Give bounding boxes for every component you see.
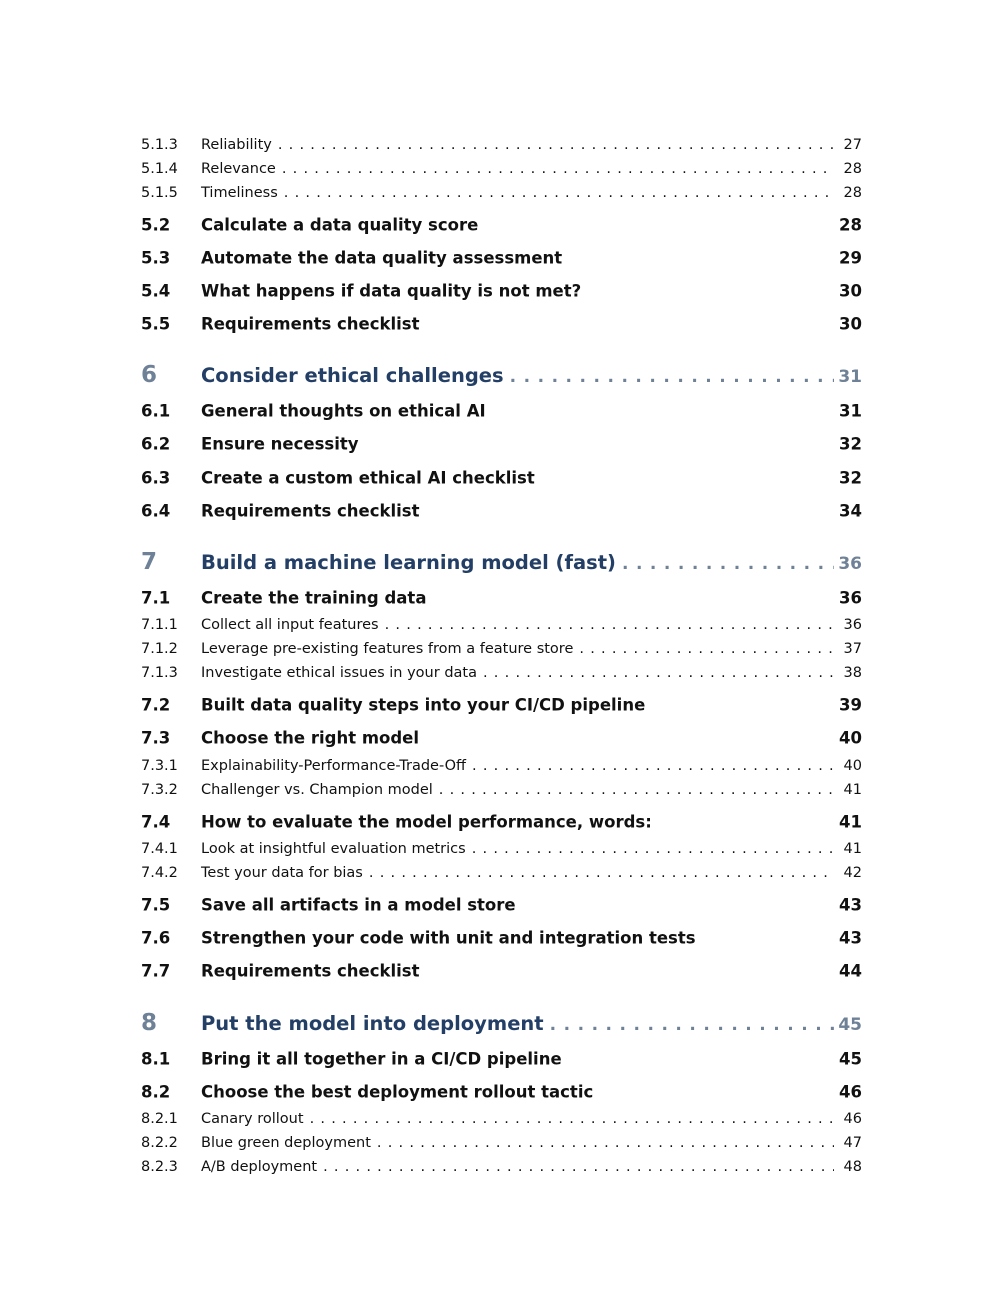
dot-leader	[385, 617, 834, 633]
entry-page-number: 36	[843, 617, 862, 633]
entry-title: Investigate ethical issues in your data	[201, 665, 477, 681]
entry-page-number: 46	[843, 1111, 862, 1127]
entry-number: 7.3.1	[141, 758, 178, 774]
entry-title: Reliability	[201, 137, 272, 153]
toc-section-entry[interactable]	[141, 729, 862, 748]
entry-number: 7.5	[141, 895, 171, 915]
entry-number: 7.4.1	[141, 841, 178, 857]
toc-section-entry[interactable]	[141, 435, 862, 454]
dot-leader	[278, 137, 834, 153]
toc-subsection-entry[interactable]	[141, 185, 862, 201]
toc-section-entry[interactable]	[141, 249, 862, 268]
entry-number: 8.2.1	[141, 1111, 178, 1127]
toc-section-entry[interactable]	[141, 469, 862, 488]
entry-number: 7	[141, 549, 158, 575]
entry-number: 5.2	[141, 215, 171, 235]
entry-page-number: 36	[839, 588, 862, 608]
entry-title: Choose the right model	[201, 728, 420, 748]
dot-leader	[472, 758, 834, 774]
dot-leader	[282, 161, 834, 177]
entry-title: Collect all input features	[201, 617, 379, 633]
entry-title: How to evaluate the model performance, words:	[201, 812, 652, 832]
toc-chapter-entry[interactable]	[141, 549, 862, 575]
entry-number: 8.2.2	[141, 1135, 178, 1151]
entry-number: 5.4	[141, 281, 171, 301]
entry-title: General thoughts on ethical AI	[201, 401, 486, 421]
toc-subsection-entry[interactable]	[141, 161, 862, 177]
entry-title: Blue green deployment	[201, 1135, 371, 1151]
entry-title: Calculate a data quality score	[201, 215, 479, 235]
entry-number: 7.3	[141, 728, 171, 748]
toc-section-entry[interactable]	[141, 502, 862, 521]
entry-page-number: 41	[839, 812, 862, 832]
entry-title: Challenger vs. Champion model	[201, 782, 433, 798]
entry-page-number: 43	[839, 895, 862, 915]
entry-page-number: 45	[839, 1049, 862, 1069]
dot-leader	[550, 1015, 834, 1035]
entry-number: 7.2	[141, 695, 171, 715]
toc-section-entry[interactable]	[141, 402, 862, 421]
entry-page-number: 46	[839, 1082, 862, 1102]
dot-leader	[377, 1135, 834, 1151]
toc-section-entry[interactable]	[141, 813, 862, 832]
entry-number: 8.1	[141, 1049, 171, 1069]
entry-title: Canary rollout	[201, 1111, 304, 1127]
entry-title: Automate the data quality assessment	[201, 248, 563, 268]
entry-number: 5.1.4	[141, 161, 178, 177]
dot-leader	[323, 1159, 834, 1175]
toc-chapter-entry[interactable]	[141, 1010, 862, 1036]
entry-title: Strengthen your code with unit and integration tests	[201, 928, 696, 948]
entry-number: 7.6	[141, 928, 171, 948]
entry-page-number: 34	[839, 501, 862, 521]
entry-title: A/B deployment	[201, 1159, 318, 1175]
entry-title: Requirements checklist	[201, 961, 420, 981]
entry-title: What happens if data quality is not met?	[201, 281, 582, 301]
entry-title: Consider ethical challenges	[201, 364, 504, 387]
toc-section-entry[interactable]	[141, 589, 862, 608]
entry-page-number: 43	[839, 928, 862, 948]
toc-section-entry[interactable]	[141, 696, 862, 715]
entry-number: 6.4	[141, 501, 171, 521]
entry-number: 6	[141, 362, 158, 388]
entry-title: Test your data for bias	[201, 865, 363, 881]
entry-title: Save all artifacts in a model store	[201, 895, 516, 915]
toc-section-entry[interactable]	[141, 315, 862, 334]
entry-title: Timeliness	[201, 185, 278, 201]
toc-section-entry[interactable]	[141, 896, 862, 915]
entry-title: Requirements checklist	[201, 501, 420, 521]
entry-page-number: 40	[843, 758, 862, 774]
entry-number: 5.1.5	[141, 185, 178, 201]
entry-number: 6.3	[141, 468, 171, 488]
toc-subsection-entry[interactable]	[141, 1159, 862, 1175]
entry-number: 7.4.2	[141, 865, 178, 881]
entry-page-number: 36	[838, 554, 862, 574]
toc-subsection-entry[interactable]	[141, 758, 862, 774]
entry-page-number: 37	[843, 641, 862, 657]
entry-page-number: 42	[843, 865, 862, 881]
dot-leader	[483, 665, 834, 681]
entry-page-number: 32	[839, 434, 862, 454]
toc-section-entry[interactable]	[141, 1050, 862, 1069]
entry-page-number: 28	[843, 185, 862, 201]
entry-page-number: 44	[839, 961, 862, 981]
entry-number: 7.3.2	[141, 782, 178, 798]
entry-title: Requirements checklist	[201, 314, 420, 334]
entry-page-number: 30	[839, 314, 862, 334]
toc-section-entry[interactable]	[141, 282, 862, 301]
entry-page-number: 48	[843, 1159, 862, 1175]
entry-number: 8	[141, 1010, 158, 1036]
dot-leader	[310, 1111, 834, 1127]
entry-number: 5.1.3	[141, 137, 178, 153]
toc-subsection-entry[interactable]	[141, 1111, 862, 1127]
toc-section-entry[interactable]	[141, 1083, 862, 1102]
entry-number: 8.2	[141, 1082, 171, 1102]
entry-title: Look at insightful evaluation metrics	[201, 841, 466, 857]
dot-leader	[579, 641, 834, 657]
toc-subsection-entry[interactable]	[141, 641, 862, 657]
entry-page-number: 38	[843, 665, 862, 681]
entry-page-number: 28	[843, 161, 862, 177]
entry-title: Built data quality steps into your CI/CD pipeline	[201, 695, 646, 715]
entry-title: Build a machine learning model (fast)	[201, 551, 616, 574]
entry-number: 8.2.3	[141, 1159, 178, 1175]
entry-title: Relevance	[201, 161, 276, 177]
entry-number: 7.1	[141, 588, 171, 608]
entry-title: Ensure necessity	[201, 434, 359, 454]
toc-subsection-entry[interactable]	[141, 617, 862, 633]
entry-number: 5.5	[141, 314, 171, 334]
entry-page-number: 39	[839, 695, 862, 715]
toc-subsection-entry[interactable]	[141, 865, 862, 881]
entry-title: Create a custom ethical AI checklist	[201, 468, 535, 488]
entry-title: Create the training data	[201, 588, 427, 608]
entry-page-number: 47	[843, 1135, 862, 1151]
dot-leader	[622, 554, 834, 574]
toc-section-entry[interactable]	[141, 216, 862, 235]
entry-number: 6.1	[141, 401, 171, 421]
toc-chapter-entry[interactable]	[141, 362, 862, 388]
dot-leader	[510, 367, 834, 387]
entry-page-number: 31	[838, 367, 862, 387]
entry-page-number: 27	[843, 137, 862, 153]
entry-page-number: 45	[838, 1015, 862, 1035]
entry-number: 6.2	[141, 434, 171, 454]
entry-title: Explainability-Performance-Trade-Off	[201, 758, 467, 774]
entry-page-number: 28	[839, 215, 862, 235]
entry-page-number: 32	[839, 468, 862, 488]
entry-number: 7.1.2	[141, 641, 178, 657]
toc-section-entry[interactable]	[141, 962, 862, 981]
entry-title: Put the model into deployment	[201, 1012, 544, 1035]
entry-title: Leverage pre-existing features from a feature store	[201, 641, 574, 657]
dot-leader	[472, 841, 834, 857]
toc-subsection-entry[interactable]	[141, 782, 862, 798]
toc-subsection-entry[interactable]	[141, 137, 862, 153]
dot-leader	[369, 865, 834, 881]
entry-number: 7.7	[141, 961, 171, 981]
entry-page-number: 41	[843, 782, 862, 798]
entry-page-number: 41	[843, 841, 862, 857]
dot-leader	[284, 185, 834, 201]
entry-number: 5.3	[141, 248, 171, 268]
entry-number: 7.4	[141, 812, 171, 832]
entry-number: 7.1.1	[141, 617, 178, 633]
toc-subsection-entry[interactable]	[141, 1135, 862, 1151]
entry-page-number: 31	[839, 401, 862, 421]
entry-page-number: 29	[839, 248, 862, 268]
dot-leader	[439, 782, 834, 798]
entry-number: 7.1.3	[141, 665, 178, 681]
toc-section-entry[interactable]	[141, 929, 862, 948]
entry-page-number: 40	[839, 728, 862, 748]
toc-subsection-entry[interactable]	[141, 841, 862, 857]
entry-title: Choose the best deployment rollout tactic	[201, 1082, 594, 1102]
entry-page-number: 30	[839, 281, 862, 301]
entry-title: Bring it all together in a CI/CD pipeline	[201, 1049, 562, 1069]
toc-subsection-entry[interactable]	[141, 665, 862, 681]
